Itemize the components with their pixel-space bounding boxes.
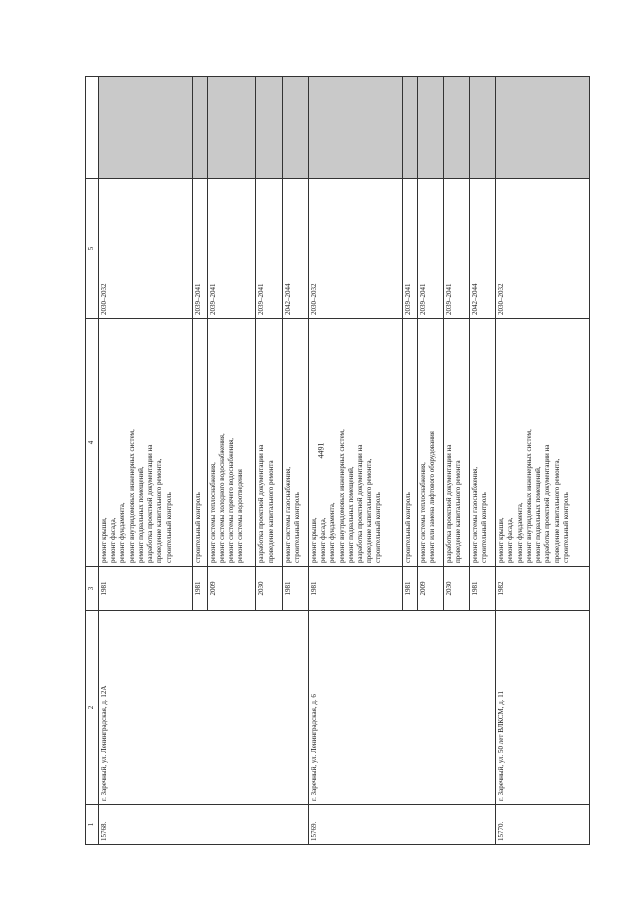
works-list [207, 319, 256, 567]
commission-year: 1981 [402, 567, 417, 611]
building-address: г. Заречный, ул. Ленинградская, д. 6 [308, 611, 495, 805]
work-item: строительный контроль [292, 492, 301, 563]
repair-period: 2039–2041 [417, 179, 443, 319]
repair-schedule-table [85, 76, 590, 845]
repair-period: 2030–2032 [99, 179, 193, 319]
work-item: ремонт системы теплоснабжения, [418, 462, 427, 563]
works-list [417, 319, 443, 567]
repair-period: 2039–2041 [443, 179, 469, 319]
commission-year: 1982 [496, 567, 590, 611]
work-item: проведение капитального ремонта [266, 460, 275, 563]
commission-year: 2009 [417, 567, 443, 611]
work-item: проведение капитального ремонта, [552, 458, 561, 563]
work-item: разработка проектной документации на [146, 444, 155, 563]
header-col-hatch [86, 77, 99, 179]
works-list [99, 319, 193, 567]
shaded-cell [308, 77, 402, 179]
repair-period: 2039–2041 [402, 179, 417, 319]
work-item: ремонт крыши, [100, 517, 108, 563]
shaded-cell [496, 77, 590, 179]
header-col-3: 3 [86, 567, 99, 611]
table-body [99, 77, 590, 845]
work-item: ремонт фундамента, [118, 502, 127, 563]
header-col-4: 4 [86, 319, 99, 567]
commission-year: 1981 [99, 567, 193, 611]
work-item: ремонт или замена лифтового оборудования [427, 431, 436, 563]
shaded-cell [207, 77, 256, 179]
page-number: 4491 [316, 442, 326, 459]
document-sheet [85, 77, 590, 845]
work-item: строительный контроль [480, 492, 489, 563]
repair-period: 2042–2044 [282, 179, 308, 319]
repair-period: 2030–2032 [496, 179, 590, 319]
repair-period: 2030–2032 [308, 179, 402, 319]
header-col-2: 2 [86, 611, 99, 805]
works-list [256, 319, 282, 567]
repair-period: 2039–2041 [207, 179, 256, 319]
row-number: 15770. [496, 805, 590, 845]
table-row [496, 77, 590, 845]
work-item: ремонт подвальных помещений, [346, 466, 355, 563]
works-list [402, 319, 417, 567]
shaded-cell [256, 77, 282, 179]
commission-year: 1981 [192, 567, 207, 611]
work-item: строительный контроль [403, 492, 412, 563]
repair-period: 2042–2044 [469, 179, 495, 319]
work-item: ремонт системы газоснабжения, [283, 466, 292, 563]
row-number: 15768. [99, 805, 309, 845]
shaded-cell [417, 77, 443, 179]
shaded-cell [443, 77, 469, 179]
work-item: разработка проектной документации на [257, 444, 266, 563]
work-item: проведение капитального ремонта, [155, 458, 164, 563]
works-list [469, 319, 495, 567]
works-list [282, 319, 308, 567]
work-item: строительный контроль [561, 492, 570, 563]
work-item: разработка проектной документации на [355, 444, 364, 563]
work-item: ремонт системы газоснабжения, [470, 466, 479, 563]
commission-year: 1981 [282, 567, 308, 611]
shaded-cell [99, 77, 193, 179]
work-item: ремонт подвальных помещений, [534, 466, 543, 563]
work-item: разработка проектной документации на [444, 444, 453, 563]
work-item: строительный контроль [193, 492, 202, 563]
building-address: г. Заречный, ул. 50 лет ВЛКСМ, д. 11 [496, 611, 590, 805]
work-item: ремонт фундамента, [328, 502, 337, 563]
repair-period: 2039–2041 [192, 179, 207, 319]
works-list [496, 319, 590, 567]
commission-year: 2009 [207, 567, 256, 611]
work-item: строительный контроль [164, 492, 173, 563]
repair-period: 2039–2041 [256, 179, 282, 319]
work-item: ремонт системы теплоснабжения, [208, 462, 217, 563]
work-item: ремонт внутридомовых инженерных систем, [127, 429, 136, 563]
shaded-cell [469, 77, 495, 179]
work-item: ремонт крыши, [309, 517, 318, 563]
works-list [192, 319, 207, 567]
work-item: разработка проектной документации на [543, 444, 552, 563]
table-row [308, 77, 402, 845]
work-item: ремонт внутридомовых инженерных систем, [524, 429, 533, 563]
work-item: ремонт подвальных помещений, [136, 466, 145, 563]
works-list [443, 319, 469, 567]
work-item: ремонт крыши, [497, 517, 506, 563]
commission-year: 1981 [308, 567, 402, 611]
works-list [308, 319, 402, 567]
work-item: проведение капитального ремонта, [365, 458, 374, 563]
header-col-1: 1 [86, 805, 99, 845]
building-address: г. Заречный, ул. Ленинградская, д. 12А [99, 611, 309, 805]
table-row [99, 77, 193, 845]
shaded-cell [282, 77, 308, 179]
header-row [86, 77, 99, 845]
work-item: ремонт системы холодного водоснабжения, [217, 433, 226, 563]
commission-year: 2030 [256, 567, 282, 611]
shaded-cell [192, 77, 207, 179]
work-item: ремонт фасада, [319, 517, 328, 563]
work-item: ремонт фундамента, [515, 502, 524, 563]
work-item: ремонт системы горячего водоснабжения, [227, 437, 236, 563]
work-item: проведение капитального ремонта [453, 460, 462, 563]
header-col-5: 5 [86, 179, 99, 319]
work-item: ремонт фасада, [109, 517, 118, 563]
commission-year: 1981 [469, 567, 495, 611]
row-number: 15769. [308, 805, 495, 845]
work-item: ремонт внутридомовых инженерных систем, [337, 429, 346, 563]
work-item: ремонт системы водоотведения [236, 469, 245, 563]
shaded-cell [402, 77, 417, 179]
work-item: строительный контроль [374, 492, 383, 563]
work-item: ремонт фасада, [506, 517, 515, 563]
commission-year: 2030 [443, 567, 469, 611]
